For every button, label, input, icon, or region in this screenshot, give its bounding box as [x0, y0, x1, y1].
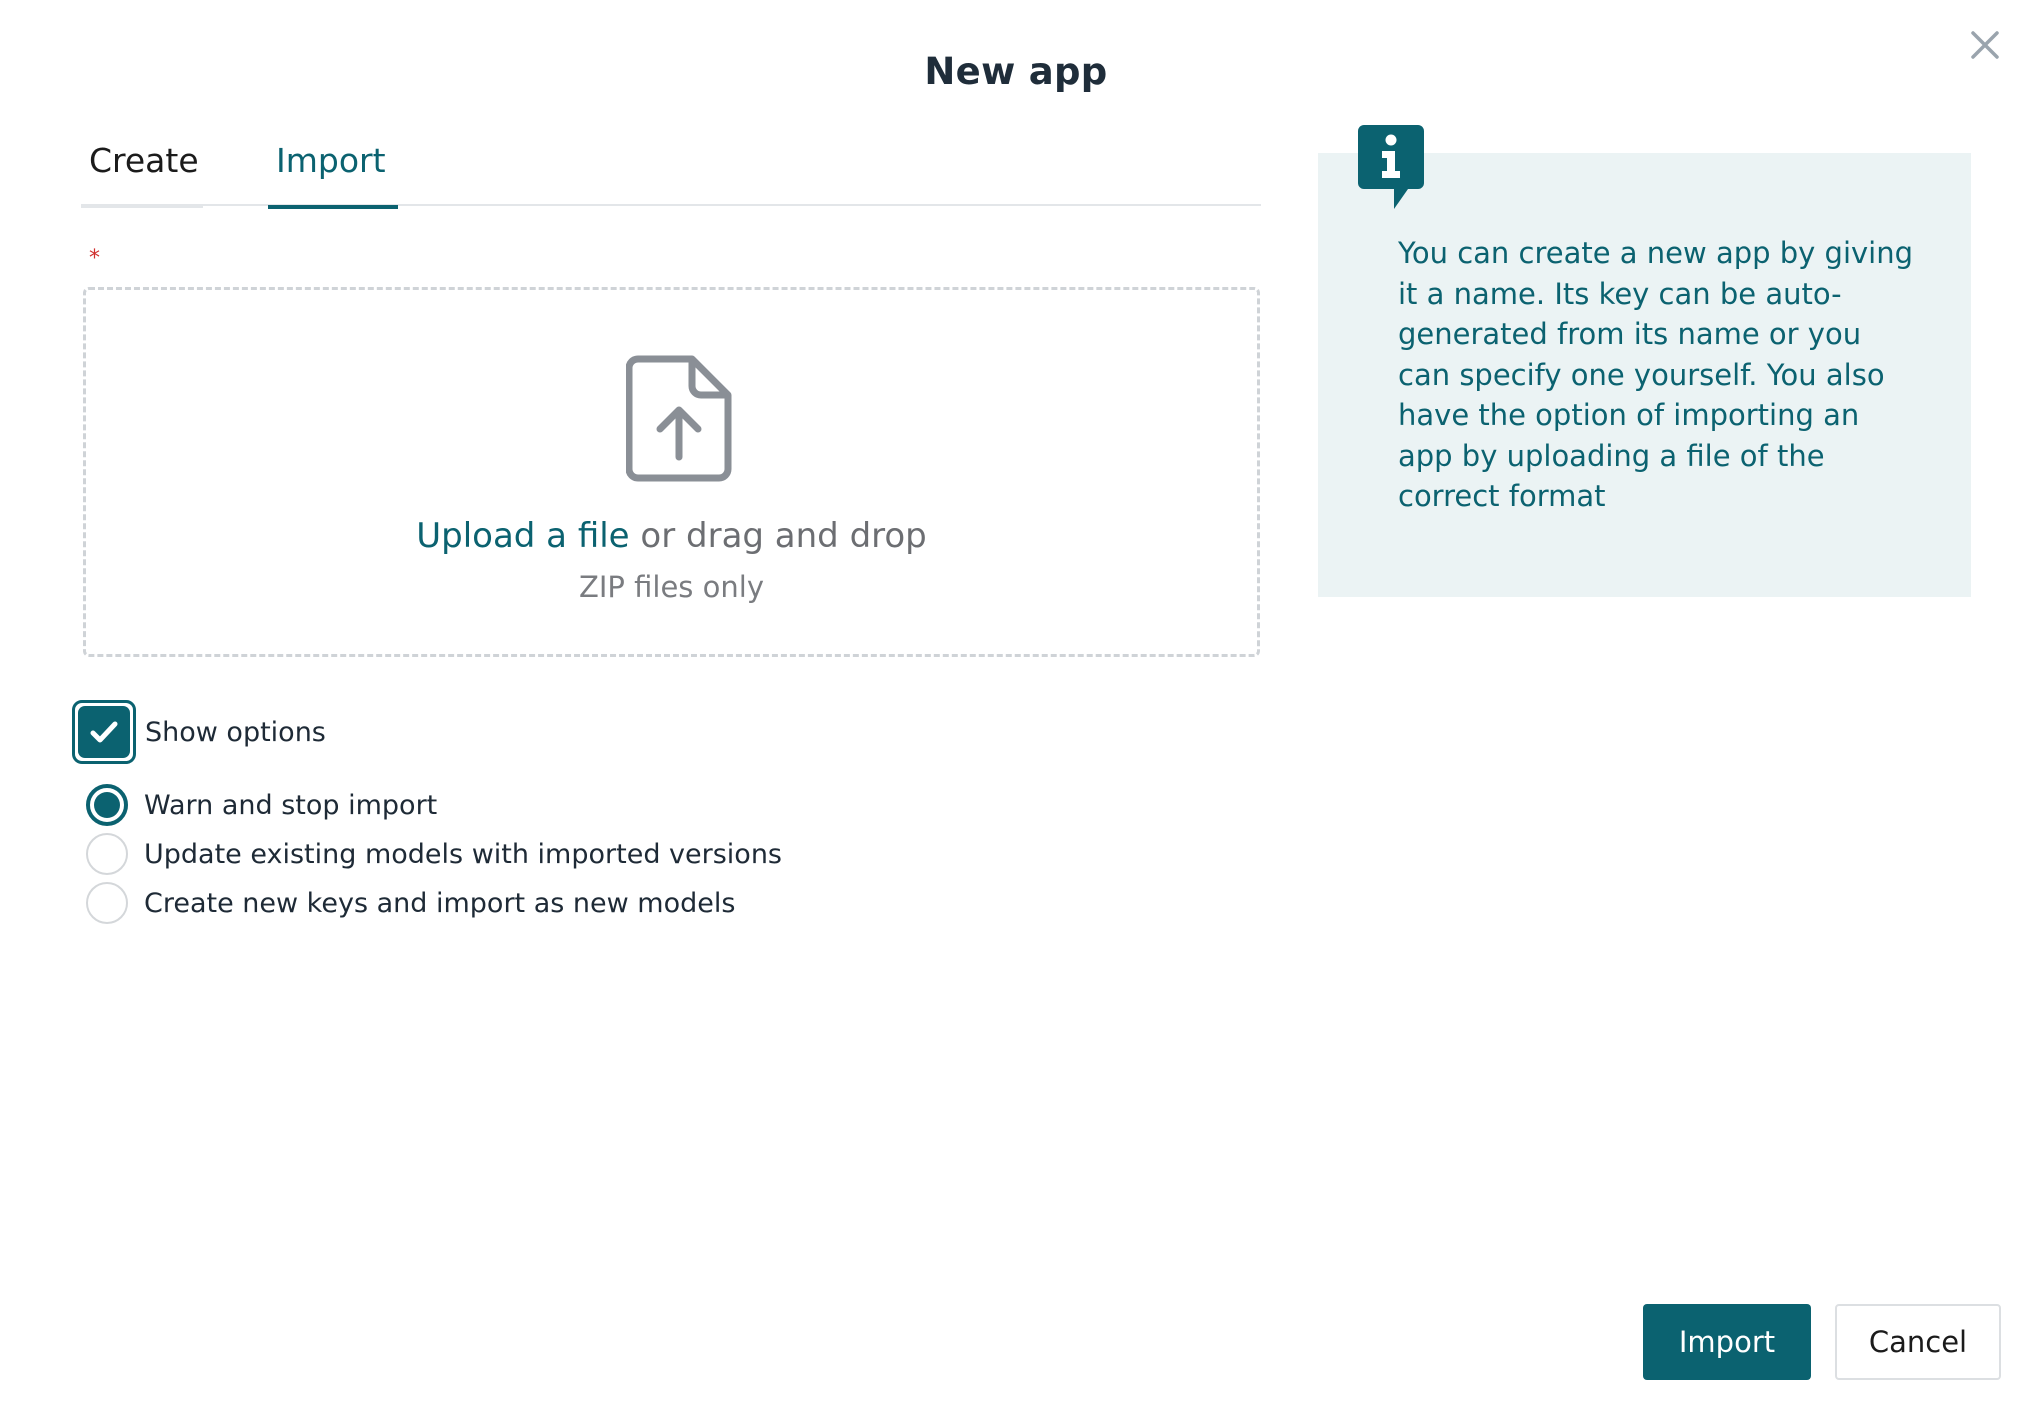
info-text: You can create a new app by giving it a name. Its key can be auto-generated from its name or you can specify one yourself. You also have the option of importing an app by uploading a file of the correct format [1398, 236, 1914, 513]
drag-drop-text: or drag and drop [629, 516, 927, 556]
radio-label: Update existing models with imported versions [144, 838, 782, 870]
radio-button[interactable] [86, 784, 128, 826]
import-button[interactable]: Import [1643, 1304, 1811, 1380]
radio-label: Create new keys and import as new models [144, 887, 736, 919]
close-icon [1970, 30, 2000, 60]
tab-create[interactable]: Create [81, 138, 203, 206]
radio-update-existing[interactable] [86, 833, 782, 875]
radio-warn-and-stop[interactable] [86, 784, 437, 826]
info-icon [1358, 125, 1424, 211]
show-options-checkbox[interactable] [72, 700, 136, 764]
dialog-title: New app [924, 50, 1108, 93]
show-options-label: Show options [145, 716, 326, 748]
checkmark-icon [89, 720, 119, 744]
show-options-row [72, 700, 326, 764]
upload-instructions [86, 516, 1257, 556]
upload-file-link[interactable]: Upload a file [416, 516, 630, 556]
tab-import[interactable]: Import [268, 138, 398, 206]
file-dropzone[interactable] [83, 287, 1260, 657]
tab-bar [81, 138, 1261, 206]
file-type-hint: ZIP files only [579, 570, 764, 604]
file-upload-icon [626, 355, 732, 482]
radio-label: Warn and stop import [144, 789, 438, 821]
close-button[interactable] [1963, 23, 2007, 67]
radio-create-new-keys[interactable] [86, 882, 735, 924]
cancel-button[interactable]: Cancel [1835, 1304, 2001, 1380]
radio-button[interactable] [86, 882, 128, 924]
required-indicator: * [89, 246, 100, 271]
radio-button[interactable] [86, 833, 128, 875]
